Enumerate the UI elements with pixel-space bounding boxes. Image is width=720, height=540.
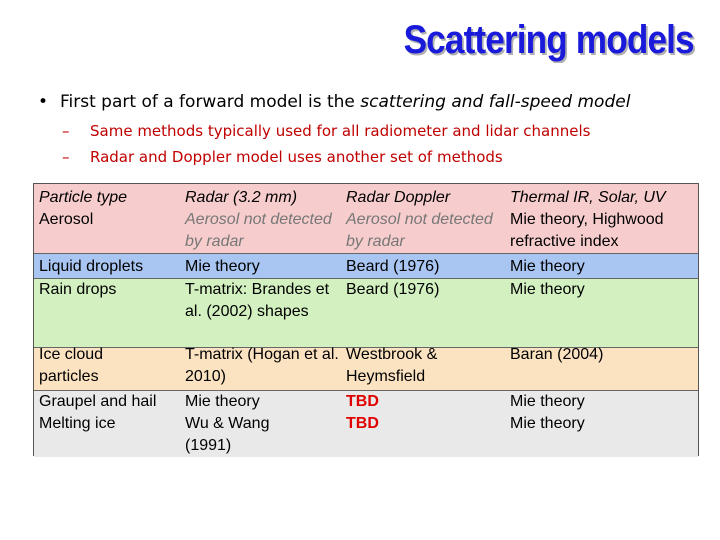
cell-doppler-graupel: TBD (346, 393, 379, 410)
cell-type-rain: Rain drops (39, 281, 117, 298)
cell-type-liquid: Liquid droplets (39, 258, 144, 275)
cell-radar-graupel: Mie theory (185, 393, 260, 410)
cell-doppler-melting: TBD (346, 415, 379, 432)
cell-thermal-aerosol: Mie theory, Highwood refractive index (510, 211, 664, 250)
cell-doppler-liquid: Beard (1976) (346, 258, 440, 275)
sub-bullet-item (62, 122, 590, 140)
cell-type-aerosol: Aerosol (39, 211, 94, 228)
bullet-item (38, 92, 630, 112)
cell-thermal-liquid: Mie theory (510, 258, 585, 275)
cell-radar-ice: T-matrix (Hogan et al. 2010) (185, 346, 339, 385)
header-particle-type: Particle type (39, 189, 128, 206)
header-doppler: Radar Doppler (346, 189, 451, 206)
header-thermal: Thermal IR, Solar, UV (510, 189, 666, 206)
cell-thermal-graupel: Mie theory (510, 393, 585, 410)
sub-bullet-text: Same methods typically used for all radiometer and lidar channels (90, 122, 591, 140)
cell-doppler-ice: Westbrook & Heymsfield (346, 346, 438, 385)
cell-type-melting: Melting ice (39, 415, 116, 432)
cell-radar-melting: Wu & Wang (1991) (185, 415, 270, 454)
sub-bullet-dash: – (62, 122, 70, 140)
cell-thermal-melting: Mie theory (510, 415, 585, 432)
bullet-text-italic: scattering and fall-speed model (360, 92, 631, 112)
header-radar: Radar (3.2 mm) (185, 189, 298, 206)
cell-type-graupel: Graupel and hail (39, 393, 157, 410)
cell-radar-liquid: Mie theory (185, 258, 260, 275)
slide-title: Scattering models (403, 18, 694, 62)
cell-doppler-aerosol: Aerosol not detected by radar (346, 211, 493, 250)
bullet-text: First part of a forward model is the (60, 92, 361, 112)
cell-thermal-ice: Baran (2004) (510, 346, 604, 363)
cell-doppler-rain: Beard (1976) (346, 281, 440, 298)
sub-bullet-dash: – (62, 148, 70, 166)
cell-thermal-rain: Mie theory (510, 281, 585, 298)
scattering-models-table (33, 183, 699, 456)
cell-radar-rain: T-matrix: Brandes et al. (2002) shapes (185, 281, 330, 320)
sub-bullet-item (62, 148, 503, 166)
bullet-symbol: • (38, 92, 49, 112)
cell-type-ice: Ice cloud particles (39, 346, 104, 385)
sub-bullet-text: Radar and Doppler model uses another set of methods (90, 148, 503, 166)
cell-radar-aerosol: Aerosol not detected by radar (185, 211, 332, 250)
